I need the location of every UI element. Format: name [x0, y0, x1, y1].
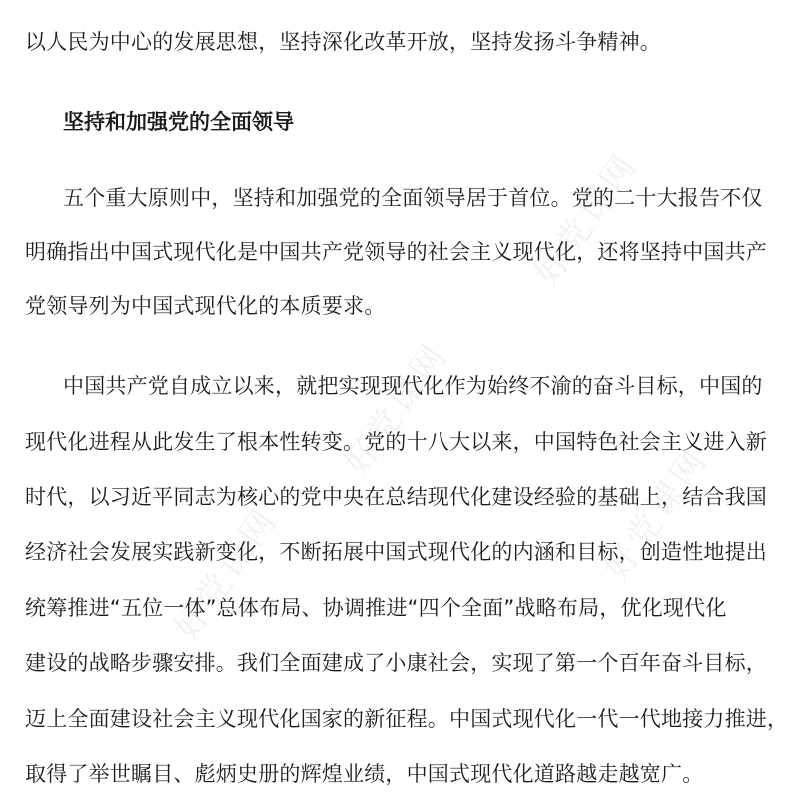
paragraph-line: 统筹推进“五位一体”总体布局、协调推进“四个全面”战略布局，优化现代化: [25, 596, 727, 620]
watermark-bottom-right: 好党课网: [596, 440, 717, 588]
paragraph-line: 现代化进程从此发生了根本性转变。党的十八大以来，中国特色社会主义进入新: [25, 430, 767, 454]
paragraph-line: 取得了举世瞩目、彪炳史册的辉煌业绩，中国式现代化道路越走越宽广。: [25, 762, 704, 786]
paragraph-line: 党领导列为中国式现代化的本质要求。: [25, 294, 386, 318]
paragraph-line: 迈上全面建设社会主义现代化国家的新征程。中国式现代化一代一代地接力推进，: [25, 707, 789, 731]
watermark-bottom-left: 好党课网: [166, 500, 287, 648]
watermark-top-right: 好党课网: [526, 145, 647, 293]
paragraph-line: 时代，以习近平同志为核心的党中央在总结现代化建设经验的基础上，结合我国: [25, 485, 767, 509]
paragraph-line: 中国共产党自成立以来，就把实现现代化作为始终不渝的奋斗目标，中国的: [63, 374, 763, 398]
watermark-middle: 好党课网: [336, 335, 457, 483]
paragraph-line: 经济社会发展实践新变化，不断拓展中国式现代化的内涵和目标，创造性地提出: [25, 540, 767, 564]
intro-line: 以人民为中心的发展思想，坚持深化改革开放，坚持发扬斗争精神。: [25, 30, 661, 54]
paragraph-line: 建设的战略步骤安排。我们全面建成了小康社会，实现了第一个百年奋斗目标，: [25, 651, 767, 675]
paragraph-line: 五个重大原则中，坚持和加强党的全面领导居于首位。党的二十大报告不仅: [63, 186, 763, 210]
section-heading: 坚持和加强党的全面领导: [63, 110, 294, 134]
paragraph-line: 明确指出中国式现代化是中国共产党领导的社会主义现代化，还将坚持中国共产: [25, 240, 767, 264]
